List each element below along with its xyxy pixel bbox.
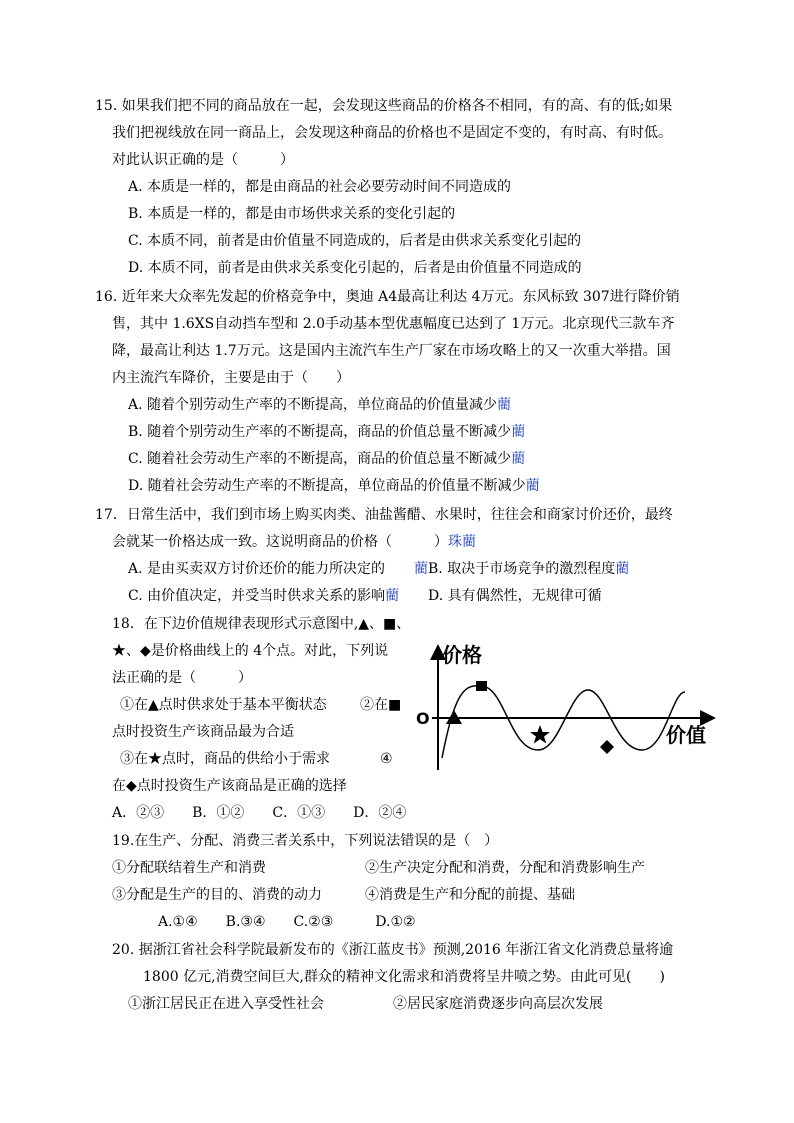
q16-option-b: B. 随着个别劳动生产率的不断提高，商品的价值总量不断减少藺 (128, 424, 526, 440)
price-value-graph (410, 640, 730, 775)
q18-option-1: ①在▲点时供求处于基本平衡状态 (120, 697, 327, 713)
q19-option-2: ②生产决定分配和消费，分配和消费影响生产 (365, 860, 645, 876)
q19-stem: 19.在生产、分配、消费三者关系中，下列说法错误的是（ ） (112, 833, 499, 849)
q16-stem-line2: 售，其中 1.6XS自动挡车型和 2.0手动基本型优惠幅度已达到了 1万元。北京现代三款车齐 (112, 316, 675, 332)
q19-option-3: ③分配是生产的目的、消费的动力 (112, 887, 322, 903)
q15-option-c: C. 本质不同，前者是由价值量不同造成的，后者是由供求关系变化引起的 (128, 233, 582, 249)
star-point (530, 725, 550, 744)
q17-option-d: D. 具有偶然性，无规律可循 (428, 588, 602, 604)
q19-option-1: ①分配联结着生产和消费 (112, 860, 266, 876)
q15-stem-line3: 对此认识正确的是（ ） (112, 152, 294, 168)
q15-stem-line1: 15. 如果我们把不同的商品放在一起，会发现这些商品的价格各不相同，有的高、有的低;如果 (95, 98, 673, 114)
q16-stem-line1: 16. 近年来大众率先发起的价格竞争中，奥迪 A4最高让利达 4万元。东风标致 307进行降价销 (95, 289, 680, 305)
mark-glyph: 藺 (615, 561, 630, 577)
q15-option-a: A. 本质是一样的，都是由商品的社会必要劳动时间不同造成的 (128, 179, 512, 195)
q18-stem-line2: ★、◆是价格曲线上的 4个点。对此，下列说 (112, 643, 389, 659)
q18-option-4-end: 在◆点时投资生产该商品是正确的选择 (112, 778, 347, 794)
square-point (476, 681, 487, 691)
mark-glyph: 藺 (414, 561, 428, 577)
q16-stem-line3: 降，最高让利达 1.7万元。这是国内主流汽车生产厂家在市场攻略上的又一次重大举措。国 (112, 343, 671, 359)
q19-answer-options: A.①④ B.③④ C.②③ D.①② (158, 914, 416, 930)
q18-answer-options: A．②③ B．①② C．①③ D．②④ (112, 805, 407, 821)
q17-option-a: A. 是由买卖双方讨价还价的能力所决定的 (128, 561, 386, 577)
mark-glyph: 藺 (511, 424, 526, 440)
q17-stem-line1: 17．日常生活中，我们到市场上购买肉类、油盐酱醋、水果时，往往会和商家讨价还价，最终 (95, 507, 673, 523)
q18-option-2-end: 点时投资生产该商品最为合适 (112, 724, 294, 740)
q18-stem-line3: 法正确的是（ ） (112, 670, 252, 686)
q15-option-b: B. 本质是一样的，都是由市场供求关系的变化引起的 (128, 206, 456, 222)
q18-option-2-start: ②在■ (360, 697, 402, 713)
mark-glyph: 藺 (385, 588, 400, 604)
q18-option-4-start: ④ (380, 751, 393, 767)
q17-option-c: C. 由价值决定，并受当时供求关系的影响藺 (128, 588, 400, 604)
q17-stem-line2: 会就某一价格达成一致。这说明商品的价格（ ）珠藺 (112, 534, 476, 550)
q16-option-c: C. 随着社会劳动生产率的不断提高，商品的价值总量不断减少藺 (128, 451, 526, 467)
q16-option-d: D. 随着社会劳动生产率的不断提高，单位商品的价值量不断减少藺 (128, 478, 540, 494)
price-curve (442, 686, 685, 758)
q20-stem-line2: 1800 亿元,消费空间巨大,群众的精神文化需求和消费将呈井喷之势。由此可见( ) (143, 969, 665, 985)
q19-option-4: ④消费是生产和分配的前提、基础 (365, 887, 575, 903)
x-axis-label: 价值 (666, 723, 706, 747)
mark-glyph: 藺 (511, 451, 526, 467)
q18-stem-line1: 18．在下边价值规律表现形式示意图中,▲、■、 (112, 616, 411, 632)
q15-option-d: D. 本质不同，前者是由供求关系变化引起的，后者是由价值量不同造成的 (128, 260, 582, 276)
q16-stem-line4: 内主流汽车降价，主要是由于（ ） (112, 370, 350, 386)
q20-option-2: ②居民家庭消费逐步向高层次发展 (393, 996, 603, 1012)
diamond-point (600, 740, 614, 754)
q18-option-3: ③在★点时，商品的供给小于需求 (120, 751, 330, 767)
q15-stem-line2: 我们把视线放在同一商品上，会发现这种商品的价格也不是固定不变的，有时高、有时低。 (112, 125, 672, 141)
mark-glyph: 藺 (497, 397, 512, 413)
q20-stem-line1: 20. 据浙江省社会科学院最新发布的《浙江蓝皮书》预测,2016 年浙江省文化消费总量将逾 (112, 942, 674, 958)
mark-glyph: 藺 (525, 478, 540, 494)
mark-glyph: 珠藺 (448, 534, 476, 550)
y-axis-label: 价格 (442, 643, 482, 667)
q17-option-b: 藺B. 取决于市场竞争的激烈程度藺 (414, 561, 630, 577)
q20-option-1: ①浙江居民正在进入享受性社会 (128, 996, 324, 1012)
origin-label: O (416, 709, 430, 728)
q16-option-a: A. 随着个别劳动生产率的不断提高，单位商品的价值量减少藺 (128, 397, 512, 413)
